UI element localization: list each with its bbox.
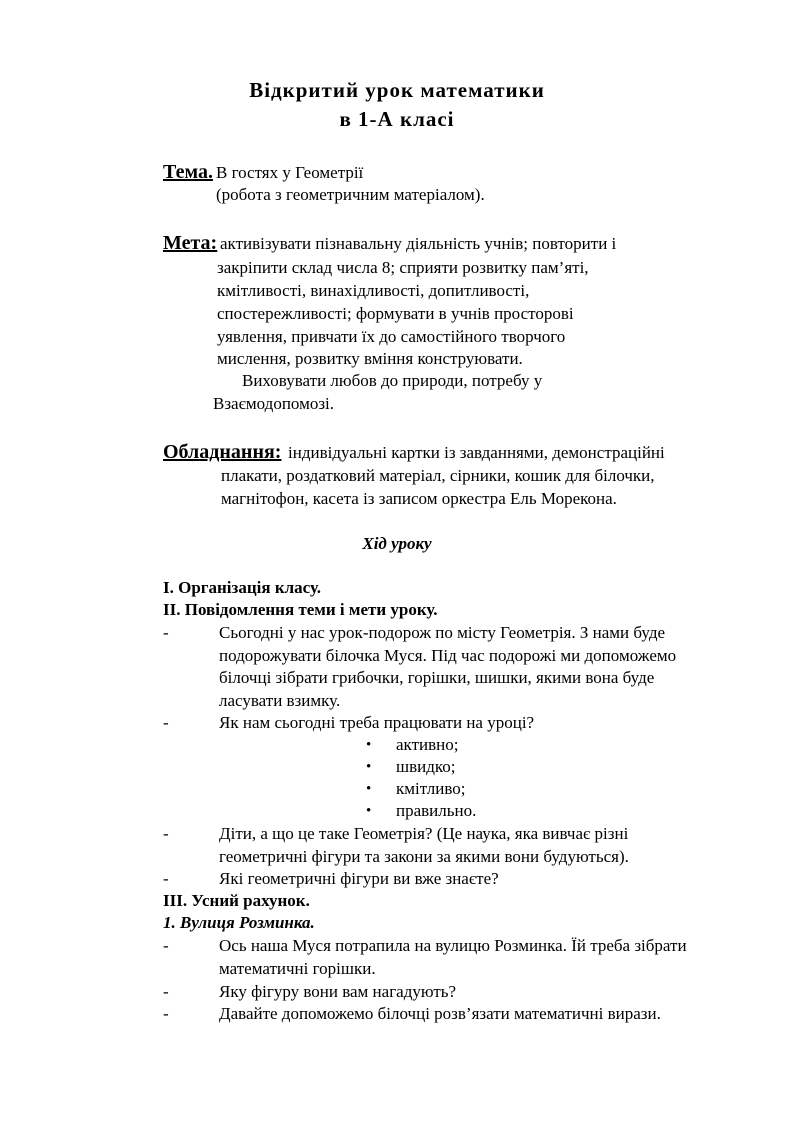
goal-text-line4: спостережливості; формувати в учнів просторові: [217, 304, 574, 323]
topic-text-line2: (робота з геометричним матеріалом).: [216, 185, 485, 204]
item-c-line2: геометричні фігури та закони за якими вони будуються).: [219, 847, 629, 866]
item-a-line4: ласувати взимку.: [219, 691, 341, 710]
dash-marker: -: [163, 824, 169, 843]
section-organization: І. Організація класу.: [163, 578, 322, 597]
dash-marker: -: [163, 936, 169, 955]
goal-text-line1: активізувати пізнавальну діяльність учнів; повторити і: [220, 234, 617, 253]
equipment-text-line1: індивідуальні картки із завданнями, демонстраційні: [288, 443, 665, 462]
bullet-marker: •: [366, 759, 372, 775]
goal-text-line3: кмітливості, винахідливості, допитливості,: [217, 281, 530, 300]
item-c-line1: Діти, а що це таке Геометрія? (Це наука, яка вивчає різні: [219, 824, 629, 843]
bullet-item-4: правильно.: [396, 801, 477, 820]
document-title-line1: Відкритий урок математики: [249, 78, 545, 102]
goal-text-line6: мислення, розвитку вміння конструювати.: [217, 349, 523, 368]
item-b-line1: Як нам сьогодні треба працювати на уроці?: [219, 713, 535, 732]
item-a-line3: білочці зібрати грибочки, горішки, шишки, якими вона буде: [219, 668, 655, 687]
equipment-label: Обладнання:: [163, 441, 282, 463]
section-oral-count: ІІІ. Усний рахунок.: [163, 891, 310, 910]
goal-label: Мета:: [163, 232, 218, 254]
bullet-marker: •: [366, 781, 372, 797]
item-a-line1: Сьогодні у нас урок-подорож по місту Геометрія. З нами буде: [219, 623, 666, 642]
dash-marker: -: [163, 623, 169, 642]
subsection-warmup-street: 1. Вулиця Розминка.: [163, 913, 315, 932]
dash-marker: -: [163, 869, 169, 888]
item-e-line1: Ось наша Муся потрапила на вулицю Розминка. Їй треба зібрати: [219, 936, 687, 955]
bullet-marker: •: [366, 737, 372, 753]
dash-marker: -: [163, 982, 169, 1001]
bullet-item-3: кмітливо;: [396, 779, 466, 798]
bullet-marker: •: [366, 803, 372, 819]
item-f-line1: Яку фігуру вони вам нагадують?: [219, 982, 457, 1001]
equipment-text-line3: магнітофон, касета із записом оркестра Ель Морекона.: [221, 489, 617, 508]
topic-text-line1: В гостях у Геометрії: [216, 163, 364, 182]
item-e-line2: математичні горішки.: [219, 959, 376, 978]
goal-text-line5: уявлення, привчати їх до самостійного творчого: [217, 327, 566, 346]
dash-marker: -: [163, 1004, 169, 1023]
topic-label: Тема.: [163, 161, 213, 183]
goal-extra-line2: Взаємодопомозі.: [213, 394, 335, 413]
course-heading: Хід уроку: [362, 534, 432, 553]
dash-marker: -: [163, 713, 169, 732]
item-g-line1: Давайте допоможемо білочці розв’язати математичні вирази.: [219, 1004, 661, 1023]
item-d-line1: Які геометричні фігури ви вже знаєте?: [219, 869, 499, 888]
section-topic-announcement: ІІ. Повідомлення теми і мети уроку.: [163, 600, 438, 619]
goal-extra-line1: Виховувати любов до природи, потребу у: [242, 371, 543, 390]
equipment-text-line2: плакати, роздатковий матеріал, сірники, кошик для білочки,: [221, 466, 655, 485]
bullet-item-2: швидко;: [396, 757, 456, 776]
item-a-line2: подорожувати білочка Муся. Під час подорожі ми допоможемо: [219, 646, 677, 665]
bullet-item-1: активно;: [396, 735, 459, 754]
document-title-line2: в 1-А класі: [339, 107, 455, 131]
goal-text-line2: закріпити склад числа 8; сприяти розвитку пам’яті,: [217, 258, 589, 277]
